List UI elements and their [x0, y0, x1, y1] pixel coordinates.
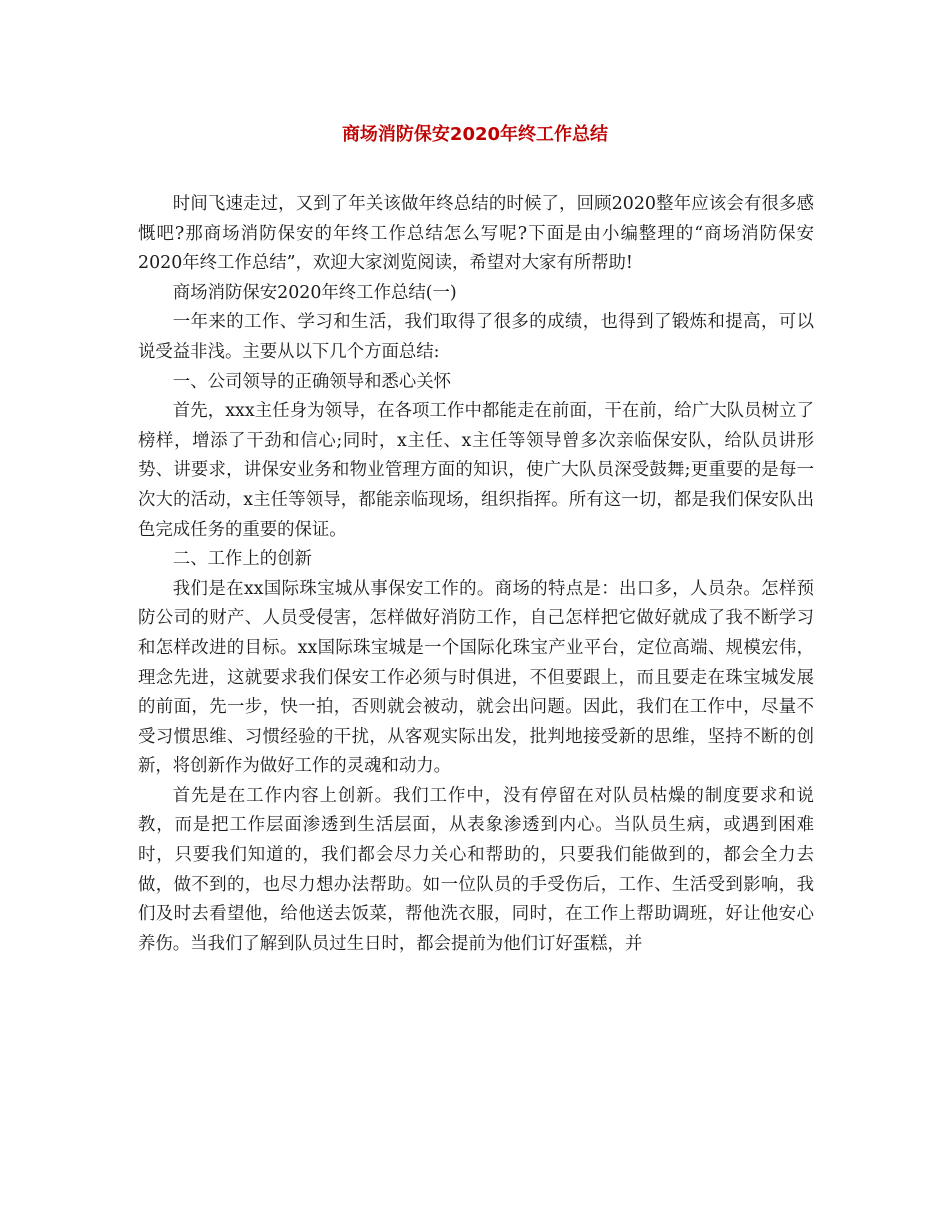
document-title: 商场消防保安2020年终工作总结: [341, 124, 609, 145]
section-heading: 商场消防保安2020年终工作总结(一): [172, 282, 457, 303]
body-paragraph: 我们是在xx国际珠宝城从事保安工作的。商场的特点是：出口多，人员杂。怎样预防公司的财产、人员受侵害，怎样做好消防工作，自己怎样把它做好就成了我不断学习和怎样改进的目标。xx国际珠宝城是一个国际化珠宝产业平台，定位高端、规模宏伟，理念先进，这就要求我们保安工作必须与时俱进，不但要跟上，而且要走在珠宝城发展的前面，先一步，快一拍，否则就会被动，就会出问题。因此，我们在工作中，尽量不受习惯思维、习惯经验的干扰，从客观实际出发，批判地接受新的思维，坚持不断的创新，将创新作为做好工作的灵魂和动力。: [138, 578, 814, 777]
body-paragraph: 首先，xxx主任身为领导，在各项工作中都能走在前面，干在前，给广大队员树立了榜样，增添了干劲和信心;同时，x主任、x主任等领导曾多次亲临保安队，给队员讲形势、讲要求，讲保安业务和物业管理方面的知识，使广大队员深受鼓舞;更重要的是每一次大的活动，x主任等领导，都能亲临现场，组织指挥。所有这一切，都是我们保安队出色完成任务的重要的保证。: [138, 401, 814, 540]
intro-paragraph: 时间飞速走过，又到了年关该做年终总结的时候了，回顾2020整年应该会有很多感慨吧?那商场消防保安的年终工作总结怎么写呢?下面是由小编整理的“商场消防保安2020年终工作总结”，欢迎大家浏览阅读，希望对大家有所帮助!: [138, 194, 814, 274]
body-paragraph: 首先是在工作内容上创新。我们工作中，没有停留在对队员枯燥的制度要求和说教，而是把工作层面渗透到生活层面，从表象渗透到内心。当队员生病，或遇到困难时，只要我们知道的，我们都会尽力关心和帮助的，只要我们能做到的，都会全力去做，做不到的，也尽力想办法帮助。如一位队员的手受伤后，工作、生活受到影响，我们及时去看望他，给他送去饭菜，帮他洗衣服，同时，在工作上帮助调班，好让他安心养伤。当我们了解到队员过生日时，都会提前为他们订好蛋糕，并: [138, 785, 814, 954]
subsection-heading: 一、公司领导的正确领导和悉心关怀: [172, 371, 452, 392]
document-body: [138, 190, 814, 959]
body-paragraph: 一年来的工作、学习和生活，我们取得了很多的成绩，也得到了锻炼和提高，可以说受益非浅。主要从以下几个方面总结:: [138, 312, 814, 362]
subsection-heading: 二、工作上的创新: [172, 549, 312, 570]
